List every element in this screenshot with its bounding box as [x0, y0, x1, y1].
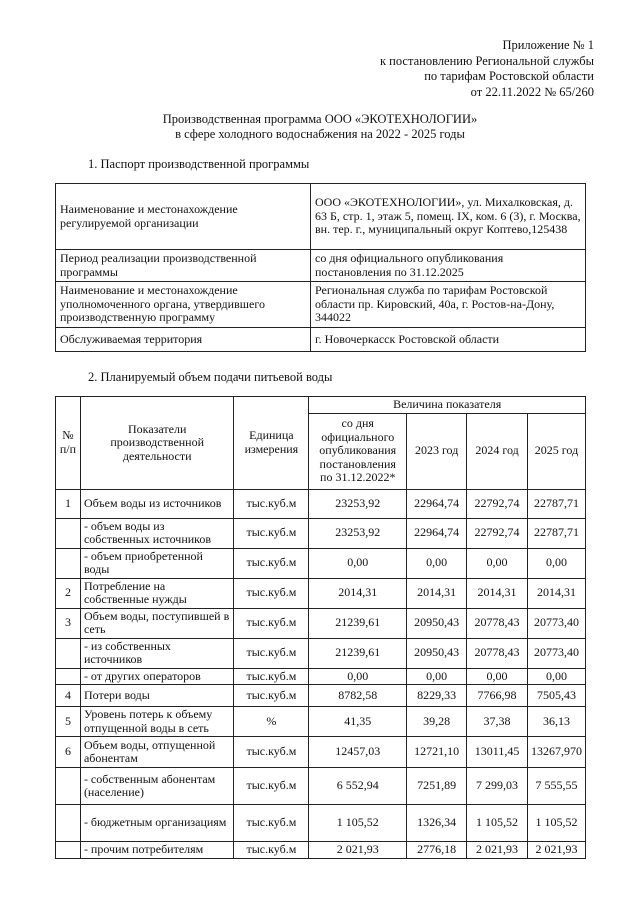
title-line-2: в сфере холодного водоснабжения на 2022 - 2025 годы: [175, 127, 465, 141]
row-value-4: 0,00: [528, 548, 586, 578]
section-2-heading: 2. Планируемый объем подачи питьевой воды: [88, 370, 333, 384]
row-value-1: 1 105,52: [309, 805, 407, 842]
row-value-2: 20950,43: [407, 638, 467, 668]
row-value-4: 20773,40: [528, 638, 586, 668]
row-name: - объем приобретенной воды: [80, 548, 234, 578]
passport-value: со дня официального опубликования постановления по 31.12.2025: [311, 250, 586, 282]
row-value-3: 1 105,52: [467, 805, 528, 842]
document-title: [0, 112, 640, 142]
row-value-2: 22964,74: [407, 518, 467, 548]
row-unit: тыс.куб.м: [234, 842, 309, 859]
row-value-1: 23253,92: [309, 518, 407, 548]
row-value-1: 2014,31: [309, 578, 407, 608]
table-row: [56, 638, 586, 668]
row-name: Потери воды: [80, 685, 234, 707]
row-name: Потребление на собственные нужды: [80, 578, 234, 608]
row-value-1: 21239,61: [309, 638, 407, 668]
table-row: [56, 685, 586, 707]
row-name: - из собственных источников: [80, 638, 234, 668]
row-value-3: 20778,43: [467, 608, 528, 638]
title-line-1: Производственная программа ООО «ЭКОТЕХНОЛОГИИ»: [162, 112, 478, 126]
row-num: 5: [56, 707, 81, 737]
appendix-line-3: по тарифам Ростовской области: [424, 69, 594, 83]
row-value-3: 13011,45: [467, 737, 528, 768]
passport-value: ООО «ЭКОТЕХНОЛОГИИ», ул. Михалковская, д. 63 Б, стр. 1, этаж 5, помещ. IX, ком. 6 (3), г. Москва, вн. тер. г., муниципальный округ Коптево,125438: [311, 184, 586, 250]
row-num: [56, 638, 81, 668]
row-unit: тыс.куб.м: [234, 548, 309, 578]
row-num: 1: [56, 489, 81, 518]
row-unit: тыс.куб.м: [234, 608, 309, 638]
header-group: Величина показателя: [309, 397, 586, 414]
row-num: [56, 805, 81, 842]
table-row: [56, 707, 586, 737]
row-name: Объем воды, отпущенной абонентам: [80, 737, 234, 768]
row-value-2: 8229,33: [407, 685, 467, 707]
row-value-2: 7251,89: [407, 768, 467, 805]
row-value-4: 2 021,93: [528, 842, 586, 859]
row-value-3: 37,38: [467, 707, 528, 737]
row-num: 6: [56, 737, 81, 768]
table-row: [56, 668, 586, 685]
row-value-4: 36,13: [528, 707, 586, 737]
row-value-2: 2014,31: [407, 578, 467, 608]
passport-label: Обслуживаемая территория: [56, 328, 311, 352]
section-1-heading: 1. Паспорт производственной программы: [88, 157, 310, 171]
row-unit: тыс.куб.м: [234, 737, 309, 768]
row-name: - собственным абонентам (население): [80, 768, 234, 805]
appendix-line-1: Приложение № 1: [502, 38, 594, 52]
row-value-2: 22964,74: [407, 489, 467, 518]
row-num: 4: [56, 685, 81, 707]
table-row: [56, 578, 586, 608]
appendix-line-2: к постановлению Региональной службы: [379, 53, 594, 68]
row-value-1: 23253,92: [309, 489, 407, 518]
table-row: [56, 768, 586, 805]
row-unit: тыс.куб.м: [234, 668, 309, 685]
passport-label: Наименование и местонахождение уполномоченного органа, утвердившего производственную программу: [56, 282, 311, 328]
row-value-4: 22787,71: [528, 518, 586, 548]
table-row: [56, 489, 586, 518]
row-value-3: 2 021,93: [467, 842, 528, 859]
row-name: - бюджетным организациям: [80, 805, 234, 842]
table-row: [56, 548, 586, 578]
row-value-3: 20778,43: [467, 638, 528, 668]
row-num: 2: [56, 578, 81, 608]
row-value-1: 21239,61: [309, 608, 407, 638]
row-value-4: 20773,40: [528, 608, 586, 638]
row-unit: тыс.куб.м: [234, 768, 309, 805]
row-value-1: 0,00: [309, 548, 407, 578]
row-value-1: 8782,58: [309, 685, 407, 707]
row-value-2: 20950,43: [407, 608, 467, 638]
passport-value: г. Новочеркасск Ростовской области: [311, 328, 586, 352]
row-name: Объем воды, поступившей в сеть: [80, 608, 234, 638]
row-value-4: 22787,71: [528, 489, 586, 518]
header-indicator: Показатели производственной деятельности: [80, 397, 234, 490]
row-num: 3: [56, 608, 81, 638]
table-row: [56, 842, 586, 859]
row-value-2: 1326,34: [407, 805, 467, 842]
row-value-4: 0,00: [528, 668, 586, 685]
row-value-4: 7 555,55: [528, 768, 586, 805]
passport-row: [56, 250, 586, 282]
row-value-4: 7505,43: [528, 685, 586, 707]
row-value-4: 1 105,52: [528, 805, 586, 842]
row-unit: тыс.куб.м: [234, 638, 309, 668]
row-unit: тыс.куб.м: [234, 578, 309, 608]
row-name: Объем воды из источников: [80, 489, 234, 518]
row-num: [56, 548, 81, 578]
row-value-3: 2014,31: [467, 578, 528, 608]
table-row: [56, 518, 586, 548]
passport-label: Период реализации производственной программы: [56, 250, 311, 282]
row-value-3: 0,00: [467, 668, 528, 685]
appendix-line-4: от 22.11.2022 № 65/260: [470, 84, 594, 99]
passport-row: [56, 328, 586, 352]
row-num: [56, 842, 81, 859]
row-num: [56, 518, 81, 548]
row-name: - прочим потребителям: [80, 842, 234, 859]
row-unit: тыс.куб.м: [234, 685, 309, 707]
row-value-3: 7766,98: [467, 685, 528, 707]
header-col-1: со дня официального опубликования постановления по 31.12.2022*: [309, 413, 407, 489]
row-value-4: 2014,31: [528, 578, 586, 608]
passport-label: Наименование и местонахождение регулируемой организации: [56, 184, 311, 250]
row-unit: тыс.куб.м: [234, 805, 309, 842]
row-name: - от других операторов: [80, 668, 234, 685]
table-row: [56, 737, 586, 768]
volume-table: [55, 396, 586, 859]
row-value-2: 12721,10: [407, 737, 467, 768]
row-name: - объем воды из собственных источников: [80, 518, 234, 548]
row-value-1: 2 021,93: [309, 842, 407, 859]
row-name: Уровень потерь к объему отпущенной воды в сеть: [80, 707, 234, 737]
row-value-3: 22792,74: [467, 518, 528, 548]
row-value-4: 13267,970: [528, 737, 586, 768]
passport-row: [56, 282, 586, 328]
passport-table: [55, 183, 586, 352]
header-num: № п/п: [56, 397, 81, 490]
row-value-1: 41,35: [309, 707, 407, 737]
row-value-2: 39,28: [407, 707, 467, 737]
row-value-2: 0,00: [407, 668, 467, 685]
row-num: [56, 668, 81, 685]
row-unit: тыс.куб.м: [234, 518, 309, 548]
appendix-block: [380, 38, 594, 100]
row-value-1: 12457,03: [309, 737, 407, 768]
row-value-3: 0,00: [467, 548, 528, 578]
row-unit: %: [234, 707, 309, 737]
header-row: [56, 397, 586, 414]
row-value-1: 0,00: [309, 668, 407, 685]
row-num: [56, 768, 81, 805]
table-row: [56, 608, 586, 638]
header-col-3: 2024 год: [467, 413, 528, 489]
row-value-3: 7 299,03: [467, 768, 528, 805]
row-value-2: 0,00: [407, 548, 467, 578]
header-col-2: 2023 год: [407, 413, 467, 489]
row-value-1: 6 552,94: [309, 768, 407, 805]
row-value-3: 22792,74: [467, 489, 528, 518]
row-value-2: 2776,18: [407, 842, 467, 859]
header-unit: Единица измерения: [234, 397, 309, 490]
passport-value: Региональная служба по тарифам Ростовской области пр. Кировский, 40а, г. Ростов-на-Дону, 344022: [311, 282, 586, 328]
row-unit: тыс.куб.м: [234, 489, 309, 518]
header-col-4: 2025 год: [528, 413, 586, 489]
table-row: [56, 805, 586, 842]
passport-row: [56, 184, 586, 250]
